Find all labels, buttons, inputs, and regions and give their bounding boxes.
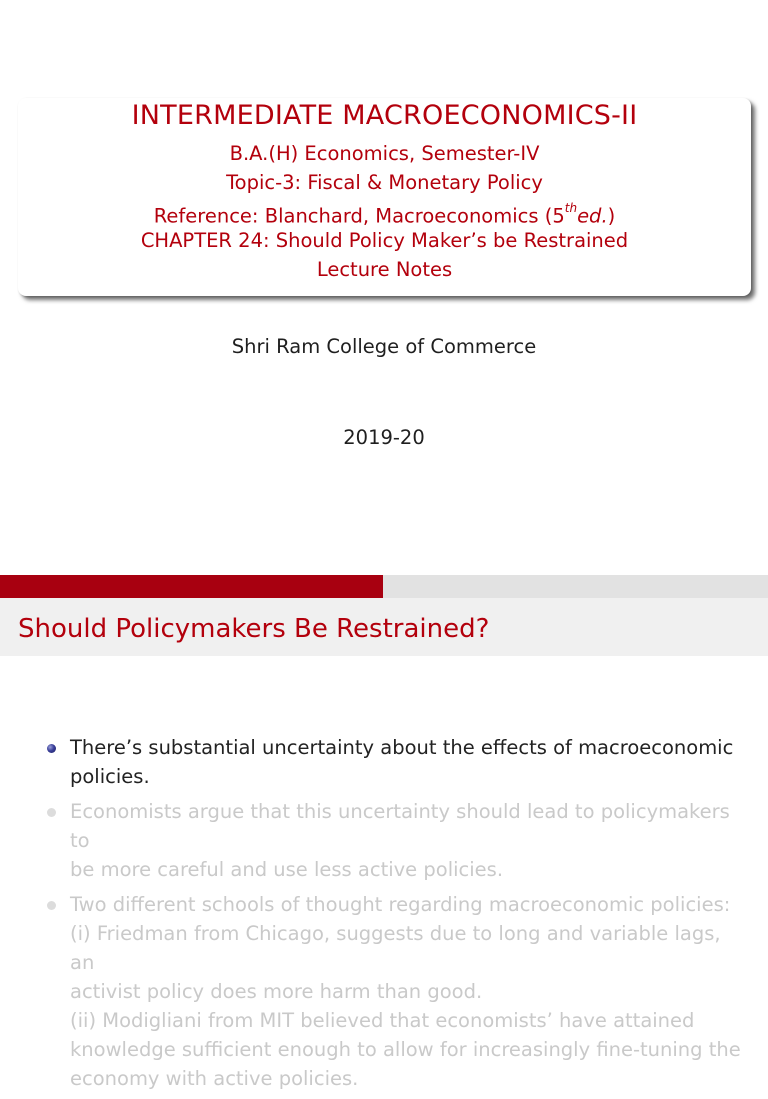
bullet-line: economy with active policies. (70, 1067, 359, 1090)
reference-close: ) (607, 204, 616, 228)
bullet-list (44, 733, 744, 1099)
slide-title: INTERMEDIATE MACROECONOMICS-II (131, 100, 638, 131)
academic-year: 2019-20 (343, 426, 425, 449)
bullet-item (44, 797, 744, 884)
bullet-item (44, 890, 744, 1093)
bullet-icon (47, 808, 56, 817)
bullet-line: Two different schools of thought regarding macroeconomic policies: (70, 893, 731, 916)
reference-sup: th (564, 201, 578, 215)
progress-bar-grey (383, 575, 768, 598)
title-box (18, 98, 751, 296)
bullet-line: There’s substantial uncertainty about the effects of macroeconomic (70, 736, 734, 759)
reference-text: Reference: Blanchard, Macroeconomics (5 (153, 204, 565, 228)
bullet-icon (47, 901, 56, 910)
progress-bar-red (0, 575, 383, 598)
subtitle-notes: Lecture Notes (316, 258, 453, 281)
bullet-line: be more careful and use less active policies. (70, 858, 504, 881)
bullet-line: knowledge sufficient enough to allow for increasingly fine-tuning the (70, 1038, 741, 1061)
reference-edition: ed. (577, 204, 608, 228)
bullet-line: (ii) Modigliani from MIT believed that economists’ have attained (70, 1009, 695, 1032)
bullet-line: (i) Friedman from Chicago, suggests due to long and variable lags, an (70, 922, 721, 974)
bullet-icon (47, 744, 56, 753)
bullet-line: policies. (70, 765, 150, 788)
bullet-item (44, 733, 744, 791)
institution-name: Shri Ram College of Commerce (231, 335, 537, 358)
bullet-line: activist policy does more harm than good. (70, 980, 483, 1003)
frame-title: Should Policymakers Be Restrained? (18, 614, 490, 644)
subtitle-topic: Topic-3: Fiscal & Monetary Policy (226, 171, 543, 194)
bullet-line: Economists argue that this uncertainty should lead to policymakers to (70, 800, 730, 852)
subtitle-chapter: CHAPTER 24: Should Policy Maker’s be Restrained (140, 229, 629, 252)
subtitle-course: B.A.(H) Economics, Semester-IV (229, 142, 540, 165)
